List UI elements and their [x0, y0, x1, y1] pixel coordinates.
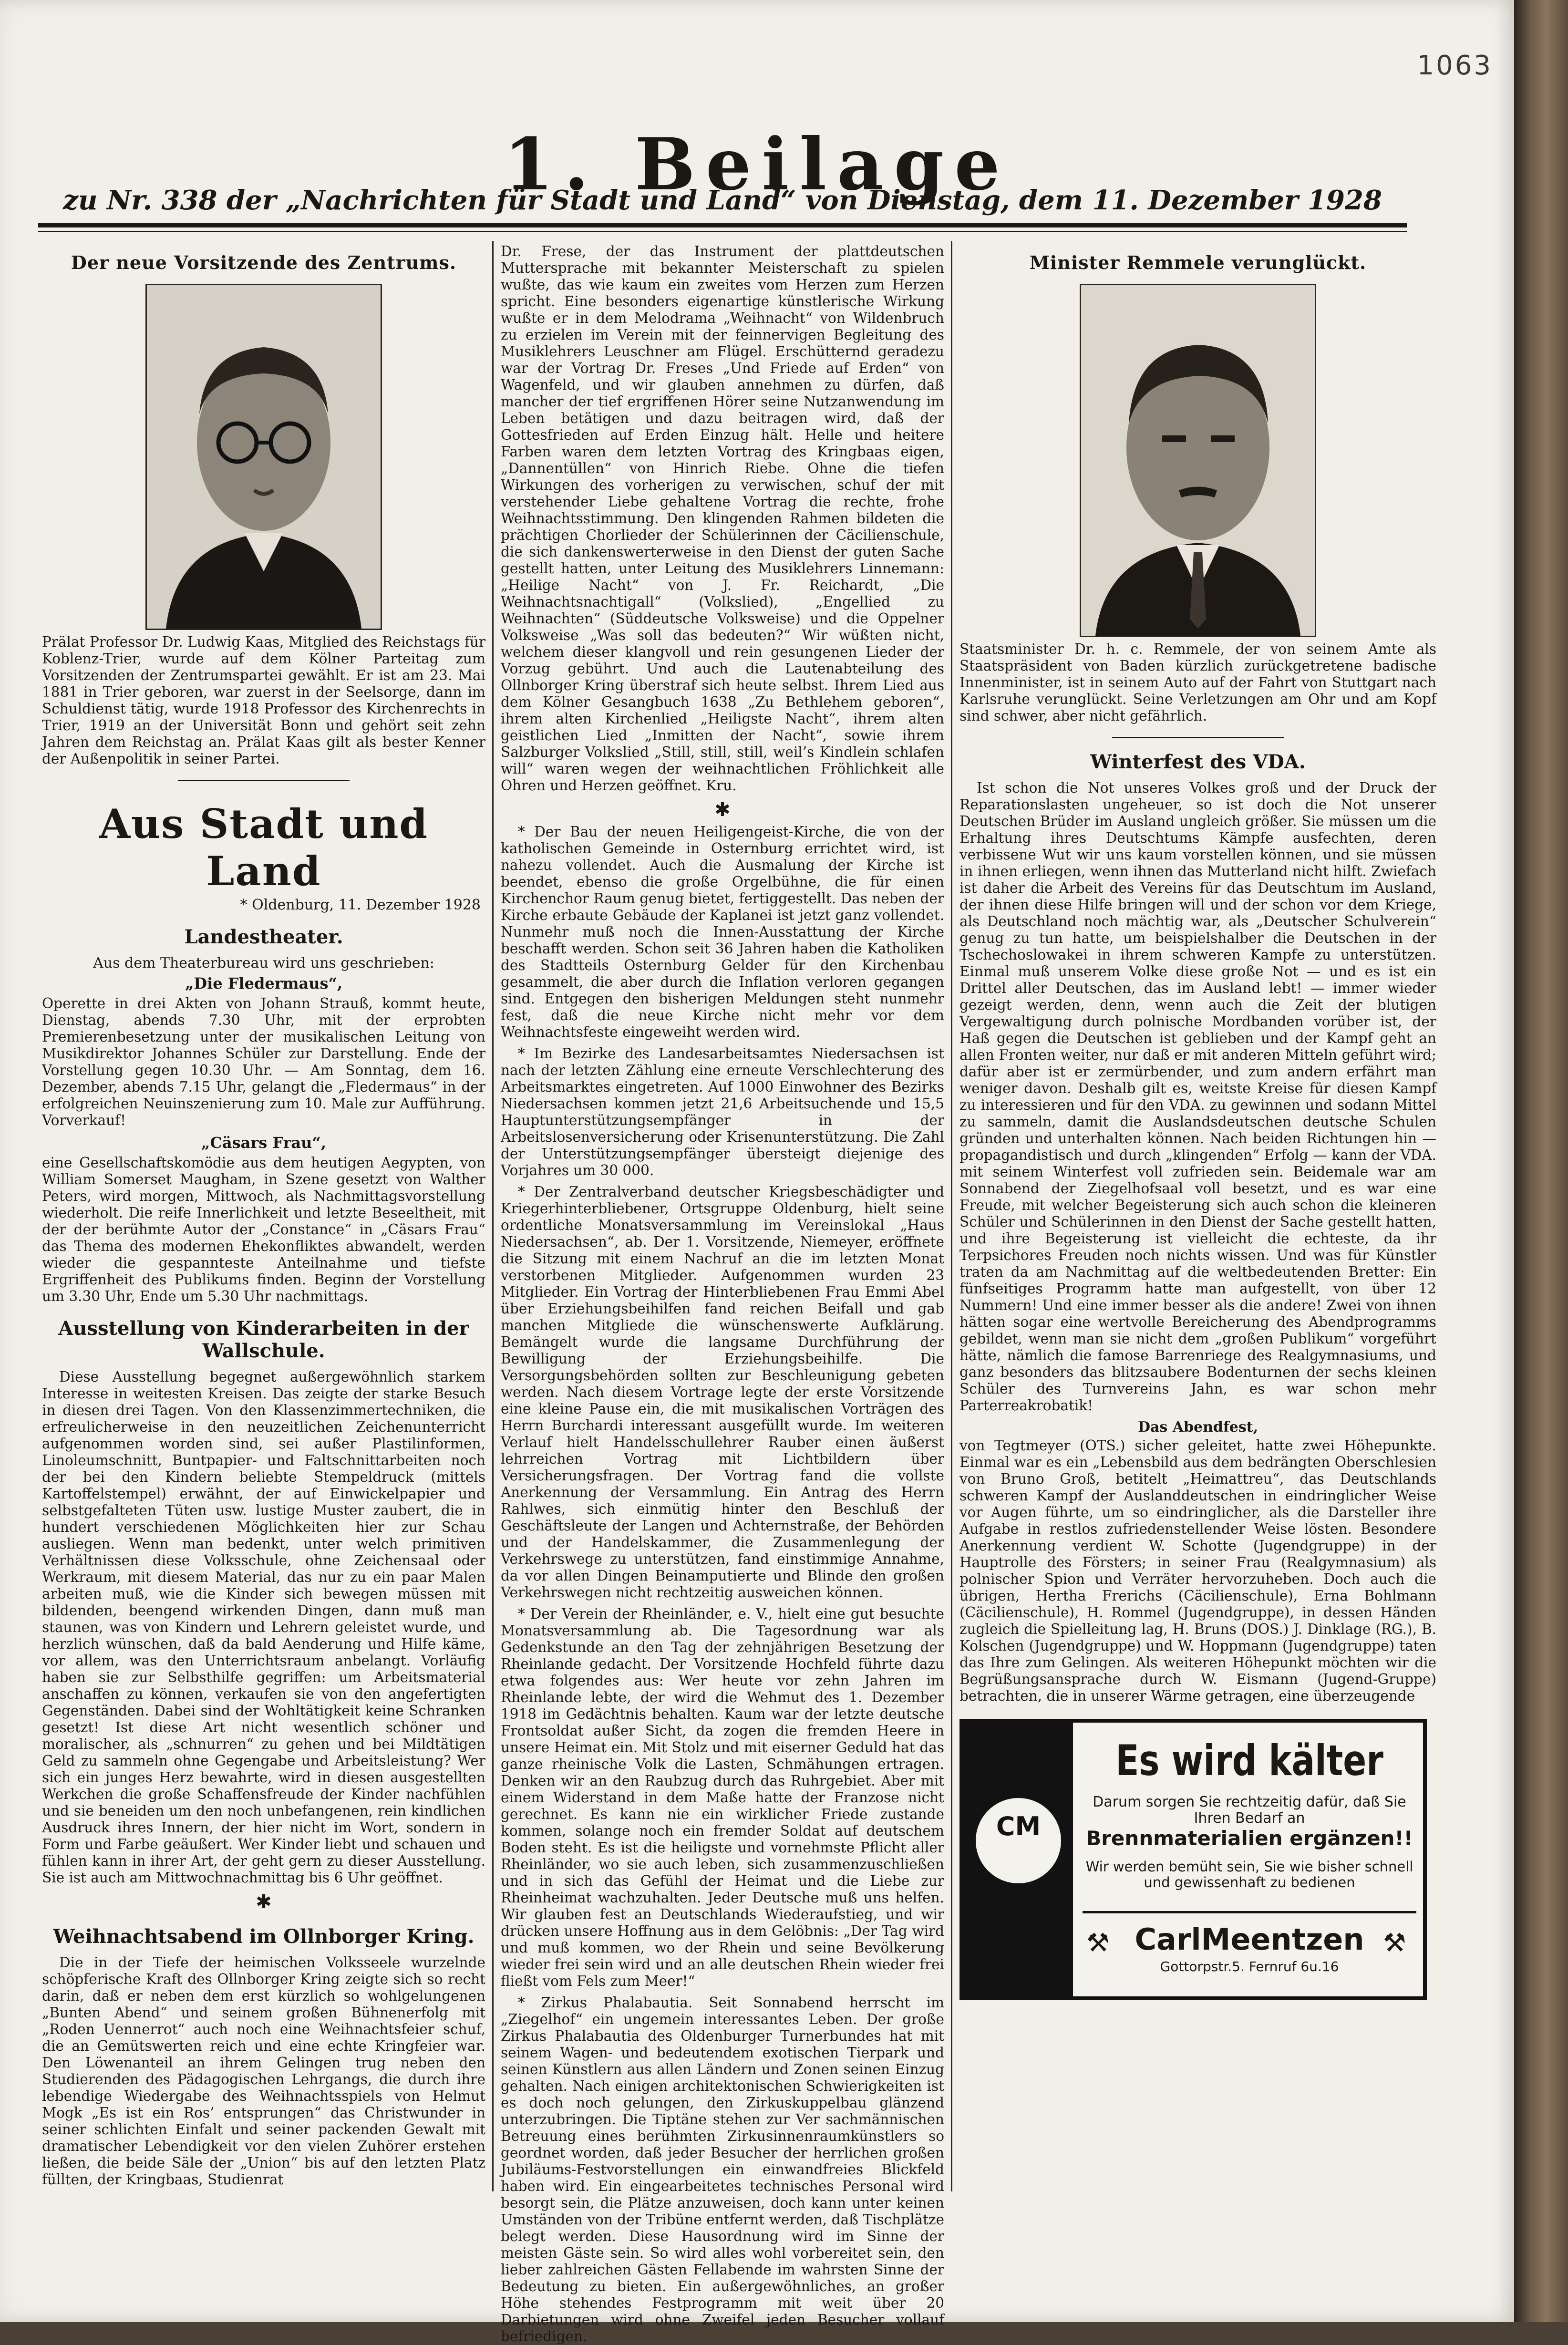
section-rule: [1112, 737, 1284, 738]
arbeitsamt-text: * Im Bezirke des Landesarbeitsamtes Niedersachsen ist nach der letzten Zählung eine erneute Verschlechterung des Arbeitsmarktes eingetreten. Auf 1000 Einwohner des Bezirks Niedersachsen kommen jetzt 21,6 Arbeitsuchende und 15,5 Hauptunterstützungsempfänger in der Arbeitslosenversicherung oder Krisenunterstützung. Die Zahl der Unterstützungsempfänger übersteigt diejenige des Vorjahres um 30 000.: [501, 1045, 944, 1178]
dateline: * Oldenburg, 11. Dezember 1928: [240, 897, 481, 913]
page-number: 1063: [1417, 50, 1493, 81]
kaas-caption: Prälat Professor Dr. Ludwig Kaas, Mitglied des Reichstags für Koblenz-Trier, wurde auf dem Kölner Parteitag zum Vorsitzenden der Zentrumspartei gewählt. Er ist am 23. Mai 1881 in Trier geboren, war zuerst in der Seelsorge, dann im Schuldienst tätig, wurde 1918 Professor des Kirchenrechts in Trier, 1919 an der Universität Bonn und gehört seit zehn Jahren dem Reichstag an. Prälat Kaas gilt als bester Kenner der Außenpolitik in seiner Partei.: [42, 634, 485, 767]
theater-intro: Aus dem Theaterbureau wird uns geschrieben:: [93, 955, 434, 971]
ad-divider: [1083, 1911, 1416, 1913]
zirkus-text: * Zirkus Phalabautia. Seit Sonnabend herrscht im „Ziegelhof“ ein ungemein interessantes Leben. Der große Zirkus Phalabautia des Oldenburger Turnerbundes hat mit seinem Wagen- und bedeutendem exotischen Tierpark und seinen Künstlern aus allen Ländern und Zonen seinen Einzug gehalten. Nach einigen architektonischen Schwierigkeiten ist es doch noch gelungen, den Zirkuskuppelbau glänzend unterzubringen. Die Tiptäne stehen zur Ver sachmännischen Betreuung eines berühmten Zirkusinnenraumkünstlers so geordnet worden, daß jeder Besucher der herrlichen großen Jubiläums-Festvorstellungen ein einwandfreies Blickfeld haben wird. Ein eingearbeitetes technisches Personal wird besorgt sein, die Plätze anzuweisen, doch kann unter keinen Umständen von der Tribüne entfernt werden, daß Tischplätze belegt werden. Diese Hausordnung wird im Sinne der meisten Gäste sein. So wird alles wohl vorbereitet sein, den lieber zahlreichen Gästen Fellabende im wahrsten Sinne der Bedeutung zu bieten. Ein außergewöhnliches, an großer Höhe stehendes Festprogramm mit weit über 20 Darbietungen wird ohne Zweifel jeden Besucher vollauf befriedigen.: [501, 1994, 944, 2345]
header-rule-thick: [38, 223, 1407, 227]
weihnacht-text: Die in der Tiefe der heimischen Volksseele wurzelnde schöpferische Kraft des Ollnborger Kring zeigte sich so recht darin, daß er neben dem erst kürzlich so wohlgelungenen „Bunten Abend“ und seinem großen Bühnenerfolg mit „Roden Uennerrot“ auch noch eine Weihnachtsfeier schuf, die an Gemütswerten reich und eine echte Kringfeier war. Den Löwenanteil an ihrem Gelingen trug neben den Studierenden des Pädagogischen Lehrgangs, die durch ihre lebendige Wiedergabe des Weihnachtsspiels von Helmut Mogk „Es ist ein Ros’ entsprungen“ das Christwunder in seiner schlichten Einfalt und seiner packenden Gewalt mit dramatischer Lebendigkeit vor den vielen Zuhörer erstehen ließen, die beide Säle der „Union“ bis auf den letzten Platz füllten, der Kringbaas, Studienrat: [42, 1954, 485, 2188]
zentralverband-text: * Der Zentralverband deutscher Kriegsbeschädigter und Kriegerhinterbliebener, Ortsgruppe Oldenburg, hielt seine ordentliche Monatsversammlung im Vereinslokal „Haus Niedersachsen“, ab. Der 1. Vorsitzende, Niemeyer, eröffnete die Sitzung mit einem Nachruf an die im letzten Monat verstorbenen Mitglieder. Aufgenommen wurden 23 Mitglieder. Ein Vortrag der Hinterbliebenen Frau Emmi Abel über Erziehungsbeihilfen fand reichen Beifall und gab manchen Mitgliede die wünschenswerte Aufklärung. Bemängelt wurde die langsame Durchführung der Bewilligung der Erziehungsbeihilfe. Die Versorgungsbehörden sollten zur Beschleunigung gebeten werden. Nach diesem Vortrage legte der erste Vorsitzende eine kleine Pause ein, die mit musikalischen Vorträgen des Herrn Burchardi interessant ausgefüllt wurde. Im weiteren Verlauf hielt Handelsschullehrer Rauber einen äußerst lehrreichen Vortrag mit Lichtbildern über Versicherungsfragen. Der Vortrag fand die vollste Anerkennung der Versammlung. Ein Antrag des Herrn Rahlwes, sich einmütig hinter den Beschluß der Geschäftsleute der Langen und Achternstraße, der Behörden und der Handelskammer, die Zusammenlegung der Verkehrswege zu unterstützen, fand einstimmige Annahme, da vor allen Dingen Beinamputierte und Blinde den großen Verkehrswegen nicht rechtzeitig ausweichen können.: [501, 1184, 944, 1601]
ad-logo-panel: [963, 1723, 1073, 1996]
hammer-icon: ⚒: [1383, 1928, 1406, 1958]
section-title: Aus Stadt und Land: [99, 800, 429, 895]
hammer-icon: ⚒: [1086, 1928, 1110, 1958]
separator-star: ✱: [256, 1891, 272, 1913]
column-divider: [492, 241, 494, 2191]
ad-body-line2: Brennmaterialien ergänzen!!: [1086, 1827, 1413, 1850]
caesar-text: eine Gesellschaftskomödie aus dem heutigen Aegypten, von William Somerset Maugham, in Szene gesetzt von Walther Peters, wird morgen, Mittwoch, als Nachmittagsvorstellung wiederholt. Die reife Innerlichkeit und letzte Beseeltheit, mit der der berühmte Autor der „Constance“ in „Cäsars Frau“ das Thema des modernen Ehekonfliktes abwandelt, werden wieder die gespannteste Anteilnahme und tiefste Ergriffenheit des Publikums finden. Beginn der Vorstellung um 3.30 Uhr, Ende um 5.30 Uhr nachmittags.: [42, 1155, 485, 1304]
column-divider: [951, 241, 952, 2191]
issue-subtitle: zu Nr. 338 der „Nachrichten für Stadt und Land“ von Dienstag, dem 11. Dezember 1928: [63, 185, 1382, 216]
ad-headline: Es wird kälter: [1115, 1736, 1383, 1785]
vda-text: Ist schon die Not unseres Volkes groß und der Druck der Reparationslasten ungeheuer, so ist doch die Not unserer Deutschen Brüder im Ausland ungleich größer. Sie müssen um die Erhaltung ihres Deutschtums Kämpfe ausfechten, deren verbissene Wut wir uns kaum vorstellen können, und sie müssen in ihnen erliegen, wenn ihnen das Mutterland nicht hilft. Zwiefach ist daher die Arbeit des Vereins für das Deutschtum im Ausland, der ihnen diese Hilfe bringen will und der schon vor dem Kriege, als Deutschland noch mächtig war, als „Deutscher Schulverein“ genug zu tun hatte, um beispielshalber die Deutschen in der Tschechoslowakei in ihrem schweren Kampfe zu unterstützen. Einmal muß unserem Volke diese große Not — und es ist ein Drittel aller Deutschen, das im Ausland lebt! — immer wieder gezeigt werden, denn, wenn auch die Zeit der blutigen Vergewaltigung durch polnische Mordbanden vorüber ist, der Haß gegen die Deutschen ist geblieben und der Kampf geht an allen Fronten weiter, nur daß er mit anderen Mitteln geführt wird; dafür aber ist er zermürbender, und zum andern erfährt man weniger davon. Deshalb gilt es, weitste Kreise für diesen Kampf zu interessieren und für den VDA. zu gewinnen und sodann Mittel zu sammeln, damit die Auslandsdeutschen deutsche Schulen gründen und unterhalten können. Nach beiden Richtungen hin — propagandistisch und durch „klingenden“ Erfolg — kann der VDA. mit seinem Winterfest voll zufrieden sein. Beidemale war am Sonnabend der Ziegelhofsaal voll besetzt, und es war eine Freude, mit welcher Begeisterung sich auch schon die kleineren Schüler und Schülerinnen in den Dienst der Sache gestellt hatten, und ihre Begeisterung ist vielleicht die echteste, da ihr Terpsichores Freuden noch nichts wissen. Und was für Künstler traten da am Nachmittag auf die weltbedeutenden Bretter: Ein fünfseitiges Programm hatte man aufgestellt, von über 12 Nummern! Und eine immer besser als die andere! Zwei von ihnen hätten sogar eine wertvolle Bereicherung des Abendprogramms gebildet, wenn man sie nicht dem „großen Publikum“ vorgeführt hätte, nämlich die famose Barrenriege des Realgymnasiums, und ganz besonders das blitzsaubere Bodenturnen der sechs kleinen Schüler des Turnvereins Jahn, es war schon mehr Parterreakrobatik!: [959, 780, 1436, 1414]
advertisement-meentzen: [959, 1719, 1427, 2000]
rheinlaender-text: * Der Verein der Rheinländer, e. V., hielt eine gut besuchte Monatsversammlung ab. Die Tagesordnung war als Gedenkstunde an den Tag der zehnjährigen Besetzung der Rheinlande gedacht. Der Vorsitzende Hochfeld führte dazu etwa folgendes aus: Wer heute vor zehn Jahren im Rheinlande lebte, der wird die Wehmut des 1. Dezember 1918 im Gedächtnis behalten. Kaum war der letzte deutsche Frontsoldat außer Sicht, da zogen die fremden Heere in unsere Heimat ein. Mit Stolz und mit eiserner Geduld hat das ganze rheinische Volk die Lasten, Schmähungen ertragen. Denken wir an den Raubzug durch das Ruhrgebiet. Aber mit einem Widerstand in dem Maße hatte der Franzose nicht gerechnet. Es kann nie ein wirklicher Friede zustande kommen, solange noch ein fremder Soldat auf deutschem Boden steht. Es ist die heiligste und vornehmste Pflicht aller Rheinländer, wo sie auch leben, sich zusammenzuschließen und in sich das Gefühl der Heimat und die Liebe zur Rheinheimat wachzuhalten. Jeder Deutsche muß uns helfen. Wir glauben fest an Deutschlands Wiederaufstieg, und wir drücken unsere Hoffnung aus in dem Gelöbnis: „Der Tag wird und muß kommen, wo der Rhein und seine Bevölkerung wieder frei sein wird und an alle deutschen Rhein wieder frei fließt vom Fels zum Meer!“: [501, 1606, 944, 1989]
ad-firm-name: CarlMeentzen: [1135, 1922, 1364, 1957]
ad-body-line3: Wir werden bemüht sein, Sie wie bisher schnell und gewissenhaft zu bedienen: [1085, 1859, 1413, 1890]
weihnacht-heading: Weihnachtsabend im Ollnborger Kring.: [53, 1925, 475, 1948]
fledermaus-title: „Die Fledermaus“,: [185, 974, 343, 992]
kaas-heading: Der neue Vorsitzende des Zentrums.: [71, 252, 457, 273]
remmele-heading: Minister Remmele verunglückt.: [1029, 252, 1367, 273]
portrait-remmele-image: [1081, 285, 1315, 636]
ausstellung-text: Diese Ausstellung begegnet außergewöhnlich starkem Interesse in weitesten Kreisen. Das zeigte der starke Besuch in diesen drei Tagen. Von den Klassenzimmertechniken, die erfreulicherweise in den neuzeitlichen Zeichenunterricht aufgenommen worden sind, sei außer Plastilinformen, Linoleumschnitt, Buntpapier- und Faltschnittarbeiten noch der bei den Kindern beliebte Stempeldruck (mittels Kartoffelstempel) erwähnt, der auf Einwickelpapier und selbstgefalteten Tüten usw. lustige Muster zaubert, die in hundert verschiedenen Möglichkeiten hier zur Schau ausliegen. Wenn man bedenkt, unter welch primitiven Verhältnissen diese Volksschule, ohne Zeichensaal oder Werkraum, mit diesem Material, das nur zu ein paar Malen arbeiten muß, wie die Kinder sich bewegen müssen mit bildenden, beengend wirkenden Dingen, dann muß man staunen, was von Kindern und Lehrern geleistet wurde, und herzlich wünschen, daß da bald Aenderung und Hilfe käme, vor allem, was den Unterrichtsraum anbelangt. Vorläufig haben sie zur Selbsthilfe gegriffen: um Arbeitsmaterial anschaffen zu können, verkaufen sie von den angefertigten Gegenständen. Dabei sind der Wohltätigkeit keine Schranken gesetzt! Ist diese Art nicht wesentlich schöner und moralischer, als „schnurren“ zu gehen und bei Mildtätigen Geld zu sammeln ohne Gegengabe und Arbeitsleistung? Wer sich ein junges Herz bewahrte, wird in diesen ausgestellten Werkchen die große Schaffensfreude der Kinder nachfühlen und sie beneiden um den noch unbefangenen, rein kindlichen Ausdruck ihres Innern, der hier nicht im Wort, sondern in Form und Farbe geäußert. Wer Kinder liebt und schauen und fühlen kann in ihrer Art, der geht gern zu dieser Ausstellung. Sie ist auch am Mittwochnachmittag bis 6 Uhr geöffnet.: [42, 1369, 485, 1886]
frese-text: Dr. Frese, der das Instrument der plattdeutschen Muttersprache mit bekannter Meisterschaft zu spielen wußte, das wie kaum ein zweites vom Herzen zum Herzen spricht. Eine besonders eigenartige künstlerische Wirkung wußte er in dem Melodrama „Weihnacht“ von Wildenbruch zu erzielen im Verein mit der feinnervigen Begleitung des Musiklehrers Leuschner am Flügel. Erschütternd geradezu war der Vortrag Dr. Freses „Und Friede auf Erden“ von Wagenfeld, und wir glauben annehmen zu dürfen, daß mancher der tief ergriffenen Hörer seine Nutzanwendung im Leben betätigen und dazu beitragen wird, daß der Gottesfrieden auf Erden Einzug hält. Helle und heitere Farben waren dem letzten Vortrag des Kringbaas eigen, „Dannentüllen“ von Hinrich Riebe. Ohne die tiefen Wirkungen des vorherigen zu verwischen, schuf der mit verstehender Liebe gehaltene Vortrag die rechte, frohe Weihnachtsstimmung. Den klingenden Rahmen bildeten die prächtigen Chorlieder der Schülerinnen der Cäcilienschule, die sich dankenswerterweise in den Dienst der guten Sache gestellt hatten, unter Leitung des Musiklehrers Linnemann: „Heilige Nacht“ von J. Fr. Reichardt, „Die Weihnachtsnachtigall“ (Volkslied), „Engellied zu Weihnachten“ (Süddeutsche Volksweise) und die Oppelner Volksweise „Was soll das bedeuten?“ Wir wüßten nicht, welchem dieser klangvoll und rein gesungenen Lieder der Vorzug gebührt. Und auch die Lautenabteilung des Ollnborger Kring überstraf sich heute selbst. Ihrem Lied aus dem Kölner Gesangbuch 1638 „Zu Bethlehem geboren“, ihrem alten Kirchenlied „Heiligste Nacht“, ihrem alten geistlichen Lied „Inmitten der Nacht“, sowie ihrem Salzburger Volkslied „Still, still, still, weil’s Kindlein schlafen will“ waren wegen der weihnachtlichen Fröhlichkeit alle Ohren und Herzen geöffnet. Kru.: [501, 243, 944, 794]
vda-heading: Winterfest des VDA.: [1090, 751, 1306, 773]
fledermaus-text: Operette in drei Akten von Johann Strauß, kommt heute, Dienstag, abends 7.30 Uhr, mit der erprobten Premierenbesetzung unter der musikalischen Leitung von Musikdirektor Johannes Schüler zur Darstellung. Ende der Vorstellung gegen 10.30 Uhr. — Am Sonntag, dem 16. Dezember, abends 7.15 Uhr, gelangt die „Fledermaus“ in der erfolgreichen Neuinszenierung zum 10. Male zur Aufführung. Vorverkauf!: [42, 995, 485, 1128]
ad-body-line1: Darum sorgen Sie rechtzeitig dafür, daß Sie Ihren Bedarf an: [1093, 1794, 1406, 1827]
section-rule: [178, 780, 350, 781]
column-1: [42, 243, 485, 2299]
theater-heading: Landestheater.: [184, 926, 343, 948]
ad-address: Gottorpstr.5. Fernruf 6u.16: [1160, 1959, 1339, 1974]
portrait-photo-kaas: [145, 284, 382, 630]
ausstellung-heading: Ausstellung von Kinderarbeiten in der Wallschule.: [58, 1317, 469, 1362]
remmele-caption: Staatsminister Dr. h. c. Remmele, der von seinem Amte als Staatspräsident von Baden kürzlich zurückgetretene badische Innenminister, ist in seinem Auto auf der Fahrt von Stuttgart nach Karlsruhe verunglückt. Seine Verletzungen am Ohr und am Kopf sind schwer, aber nicht gefährlich.: [959, 641, 1436, 724]
caesar-title: „Cäsars Frau“,: [201, 1134, 326, 1152]
binding-edge: [1514, 0, 1568, 2322]
column-2: [501, 243, 944, 2345]
portrait-kaas-image: [147, 285, 381, 629]
header-rule-thin: [38, 231, 1407, 232]
column-3: [959, 243, 1436, 2299]
abendfest-heading: Das Abendfest,: [1137, 1419, 1259, 1436]
kirche-text: * Der Bau der neuen Heiligengeist-Kirche, die von der katholischen Gemeinde in Osternburg errichtet wird, ist nahezu vollendet. Auch die Ausmalung der Kirche ist beendet, ebenso die große Orgelbühne, die für einen Kirchenchor Raum genug bietet, fertiggestellt. Das neben der Kirche erbaute Gebäude der Kaplanei ist jetzt ganz vollendet. Nunmehr muß noch die Innen-Ausstattung der Kirche beschafft werden. Schon seit 36 Jahren haben die Katholiken des Stadtteils Osternburg Gelder für den Kirchenbau gesammelt, die aber durch die Inflation verloren gegangen sind. Entgegen den bisherigen Meldungen steht nunmehr fest, daß die neue Kirche nicht mehr vor dem Weihnachtsfeste eingeweiht werden wird.: [501, 824, 944, 1040]
separator-star: ✱: [714, 799, 731, 821]
abendfest-text: von Tegtmeyer (OTS.) sicher geleitet, hatte zwei Höhepunkte. Einmal war es ein „Lebensbild aus dem bedrängten Oberschlesien von Bruno Groß, betitelt „Heimattreu“, das Deutschlands schweren Kampf der Auslanddeutschen in eindringlicher Weise vor Augen führte, um so eindringlicher, als die Darsteller ihre Aufgabe in restlos zufriedenstellender Weise lösten. Besondere Anerkennung verdient W. Schotte (Jugendgruppe) in der Hauptrolle des Försters; in seiner Frau (Realgymnasium) als polnischer Spion und Verräter hervorzuheben. Doch auch die übrigen, Hertha Frerichs (Cäcilienschule), Erna Bohlmann (Cäcilienschule), H. Rommel (Jugendgruppe), in dessen Händen zugleich die Spielleitung lag, H. Bruns (DOS.) J. Dinklage (RG.), B. Kolschen (Jugendgruppe) und W. Hoppmann (Jugendgruppe) taten das Ihre zum Gelingen. Als weiteren Höhepunkt möchten wir die Begrüßungsansprache durch W. Eismann (Jugend-Gruppe) betrachten, die in unserer Wärme getragen, eine überzeugende: [959, 1437, 1436, 1704]
portrait-photo-remmele: [1080, 284, 1316, 637]
ad-logo-badge: CM: [972, 1794, 1065, 1887]
supplement-title: 1. Beilage: [504, 123, 1011, 207]
